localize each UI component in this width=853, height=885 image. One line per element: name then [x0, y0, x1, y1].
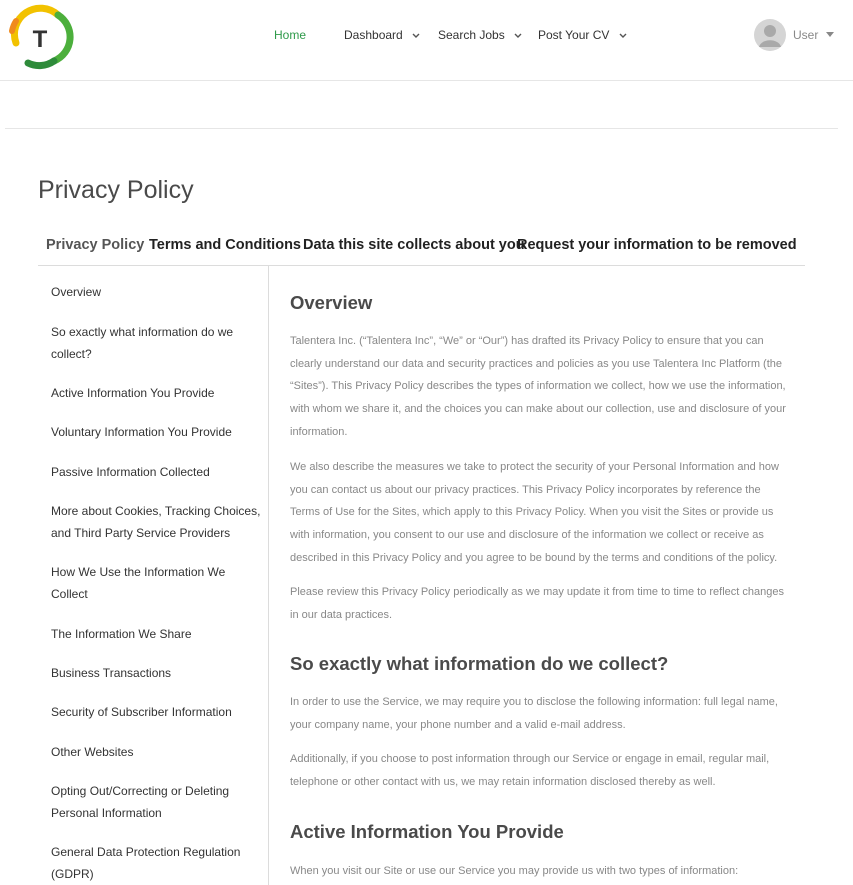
chevron-down-icon [619, 33, 627, 39]
tab-terms-and-conditions[interactable]: Terms and Conditions [149, 237, 301, 253]
tab-data-collected[interactable]: Data this site collects about you [303, 237, 525, 253]
section-heading-what-we-collect: So exactly what information do we collect? [290, 653, 669, 674]
sidebar-item-security[interactable]: Security of Subscriber Information [51, 705, 232, 719]
chevron-down-icon [412, 33, 420, 39]
sidebar-item-voluntary-information[interactable]: Voluntary Information You Provide [51, 425, 232, 439]
caret-down-icon[interactable] [826, 32, 834, 37]
paragraph: We also describe the measures we take to protect the security of your Personal Information and how you can contact us about our privacy practices. This Privacy Policy incorporates by reference the Terms of Use for the Sites, which apply to this Privacy Policy. When you visit the Sites or provide us with information, you consent to our use and disclosure of the information we collect or receive as described in this Privacy Policy and you agree to be bound by the terms and conditions of the policy. [290, 461, 779, 564]
sidebar-item-what-we-collect[interactable]: So exactly what information do we collect? [51, 325, 234, 361]
sidebar-item-opting-out[interactable]: Opting Out/Correcting or Deleting Personal Information [51, 784, 230, 820]
paragraph: When you visit our Site or use our Service you may provide us with two types of information: [290, 865, 739, 877]
user-avatar[interactable] [754, 19, 786, 51]
sidebar-item-active-information[interactable]: Active Information You Provide [51, 386, 215, 400]
paragraph: Please review this Privacy Policy periodically as we may update it from time to time to reflect changes in our data practices. [290, 586, 784, 621]
nav-post-your-cv-label: Post Your CV [538, 28, 610, 42]
tab-privacy-policy[interactable]: Privacy Policy [46, 237, 145, 253]
nav-search-jobs[interactable] [438, 27, 522, 43]
sidebar-item-overview[interactable]: Overview [51, 285, 102, 299]
nav-home-label: Home [274, 28, 307, 42]
logo-ring-icon [6, 3, 74, 71]
sidebar-item-gdpr[interactable]: General Data Protection Regulation (GDPR) [51, 845, 241, 881]
nav-dashboard[interactable] [344, 27, 420, 43]
nav-search-jobs-label: Search Jobs [438, 28, 505, 42]
paragraph: Talentera Inc. (“Talentera Inc”, “We” or “Our”) has drafted its Privacy Policy to ensure that you can clearly understand our data and security practices and policies as you use Talentera Inc Platform (the “Sites”). This Privacy Policy describes the types of information we collect, how we use the information, with whom we share it, and the choices you can make about our collection, use and disclosure of your information. [290, 335, 786, 438]
page-title: Privacy Policy [38, 176, 194, 204]
sidebar-nav [38, 266, 269, 885]
site-header [0, 0, 853, 81]
section-heading-active-information: Active Information You Provide [290, 821, 564, 842]
sidebar-item-how-we-use[interactable]: How We Use the Information We Collect [51, 565, 226, 601]
policy-tabs [38, 231, 805, 266]
chevron-down-icon [514, 33, 522, 39]
paragraph: In order to use the Service, we may require you to disclose the following information: full legal name, your company name, your phone number and a valid e-mail address. [290, 696, 778, 731]
sidebar-item-information-we-share[interactable]: The Information We Share [51, 627, 192, 641]
sidebar-item-cookies[interactable]: More about Cookies, Tracking Choices, and Third Party Service Providers [51, 504, 261, 540]
sidebar-item-other-websites[interactable]: Other Websites [51, 745, 134, 759]
nav-dashboard-label: Dashboard [344, 28, 403, 42]
logo-letter: T [32, 26, 48, 53]
tab-request-removal[interactable]: Request your information to be removed [517, 237, 797, 253]
section-divider [5, 128, 838, 129]
nav-post-your-cv[interactable] [538, 27, 627, 43]
user-avatar-icon [754, 19, 786, 51]
paragraph: Additionally, if you choose to post information through our Service or engage in email, regular mail, telephone or other contact with us, we may retain information disclosed thereby as well. [290, 753, 770, 788]
sidebar-item-passive-information[interactable]: Passive Information Collected [51, 465, 210, 479]
user-menu-label[interactable]: User [793, 28, 819, 42]
talentera-logo[interactable] [6, 3, 74, 71]
nav-home[interactable] [274, 27, 306, 43]
sidebar-item-business-transactions[interactable]: Business Transactions [51, 666, 172, 680]
section-heading-overview: Overview [290, 292, 373, 313]
